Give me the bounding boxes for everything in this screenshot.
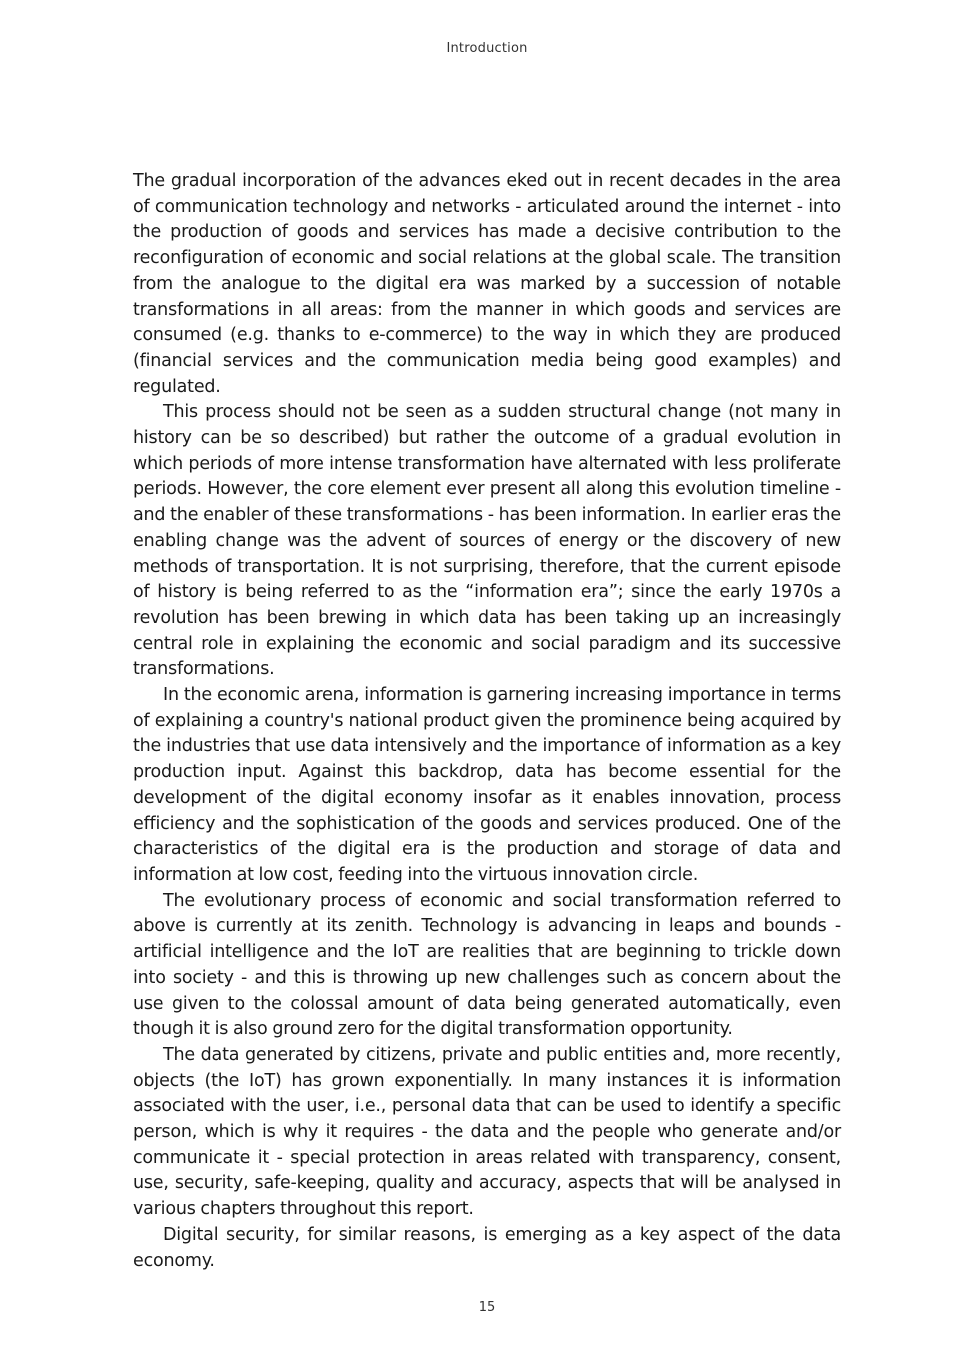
paragraph: The evolutionary process of economic and social transformation referred to above is currently at its zenith. Technology is advancing in leaps and bounds - artificial intelligence and the IoT are realities that are beginning to trickle down into society - and this is throwing up new challenges such as concern about the use given to the colossal amount of data being generated automatically, even though it is also ground zero for the digital transformation opportunity. <box>133 890 841 1040</box>
page-number: 15 <box>478 1300 496 1315</box>
body-text <box>133 169 841 1274</box>
paragraph: The gradual incorporation of the advances eked out in recent decades in the area of communication technology and networks - articulated around the internet - into the production of goods and services has made a decisive contribution to the reconfiguration of economic and social relations at the global scale. The transition from the analogue to the digital era was marked by a succession of notable transformations in all areas: from the manner in which goods and services are consumed (e.g. thanks to e-commerce) to the way in which they are produced (financial services and the communication media being good examples) and regulated. <box>133 171 841 397</box>
paragraph: The data generated by citizens, private and public entities and, more recently, objects (the IoT) has grown exponentially. In many instances it is information associated with the user, i.e., personal data that can be used to identify a specific person, which is why it requires - the data and the people who generate and/or communicate it - special protection in areas related with transparency, consent, use, security, safe-keeping, quality and accuracy, aspects that will be analysed in various chapters throughout this report. <box>133 1044 841 1220</box>
paragraph: This process should not be seen as a sudden structural change (not many in history can be so described) but rather the outcome of a gradual evolution in which periods of more intense transformation have alternated with less proliferate periods. However, the core element ever present all along this evolution timeline - and the enabler of these transformations - has been information. In earlier eras the enabling change was the advent of sources of energy or the discovery of new methods of transportation. It is not surprising, therefore, that the current episode of history is being referred to as the “information era”; since the early 1970s a revolution has been brewing in which data has been taking up an increasingly central role in explaining the economic and social paradigm and its successive transformations. <box>133 402 841 680</box>
paragraph: Digital security, for similar reasons, is emerging as a key aspect of the data economy. <box>133 1224 841 1271</box>
paragraph: In the economic arena, information is garnering increasing importance in terms of explaining a country's national product given the prominence being acquired by the industries that use data intensively and the importance of information as a key production input. Against this backdrop, data has become essential for the development of the digital economy insofar as it enables innovation, process efficiency and the sophistication of the goods and services produced. One of the characteristics of the digital era is the production and storage of data and information at low cost, feeding into the virtuous innovation circle. <box>133 685 841 885</box>
running-header: Introduction <box>446 41 528 56</box>
